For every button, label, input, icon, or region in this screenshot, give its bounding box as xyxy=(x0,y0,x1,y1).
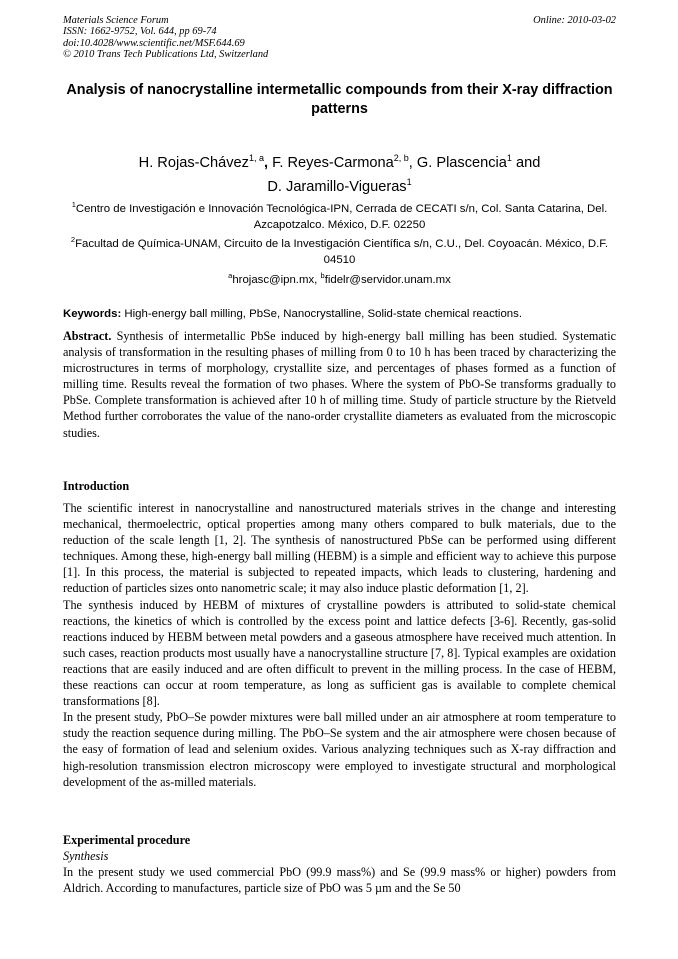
author-superscript: 1 xyxy=(506,153,512,163)
email-link[interactable]: hrojasc@ipn.mx xyxy=(232,274,315,286)
journal-issn: ISSN: 1662-9752, Vol. 644, pp 69-74 xyxy=(63,26,217,38)
subsection-heading-synthesis: Synthesis xyxy=(63,849,109,863)
affiliation xyxy=(63,236,616,268)
affiliation-superscript: 1 xyxy=(71,200,76,209)
introduction-body xyxy=(63,500,616,790)
paragraph: The synthesis induced by HEBM of mixtures of crystalline powders is attributed to solid-state chemical reactions, the kinetics of which is controlled by the excess point and lattice defects [3-6]. Recently, gas-solid reactions induced by HEBM between metal powders and a gaseous atmosphere have received much attention. In such cases, reaction products most usually have a nanocrystalline structure [7, 8]. Typical examples are oxidation reactions that are easily induced and are often difficult to prevent in the milling process. In the case of HEBM, these reactions can occur at room temperature, as long as sufficient gas is available to complete chemical transformations [8]. xyxy=(63,597,616,709)
abstract xyxy=(63,328,616,441)
author-name: F. Reyes-Carmona xyxy=(272,155,394,171)
author-name: D. Jaramillo-Vigueras xyxy=(267,179,407,195)
email-superscript: b xyxy=(320,271,325,280)
paper-title: Analysis of nanocrystalline intermetallic compounds from their X-ray diffraction patterns xyxy=(66,82,613,117)
synthesis-paragraph: In the present study we used commercial PbO (99.9 mass%) and Se (99.9 mass% or higher) powders from Aldrich. According to manufactures, particle size of PbO was 5 µm and the Se 50 xyxy=(63,865,616,896)
keywords-label: Keywords: xyxy=(63,308,122,320)
author-superscript: 1, a xyxy=(248,153,264,163)
affiliation-superscript: 2 xyxy=(70,235,76,244)
paragraph: In the present study, PbO–Se powder mixtures were ball milled under an air atmosphere at room temperature to study the reaction sequence during milling. The PbO–Se system and the air atmosphere were chosen because of the easy of formation of lead and selenium oxides. Various analyzing techniques such as X-ray diffraction and high-resolution transmission electron microscopy were employed to investigate structural and morphological development of the as-milled materials. xyxy=(63,710,616,789)
email-list: $^a$hrojasc@ipn.mx, $^b$fidelr@servidor.unam.mx xyxy=(228,271,451,286)
author-superscript: 1 xyxy=(406,177,412,187)
keywords xyxy=(63,306,616,322)
journal-copyright: © 2010 Trans Tech Publications Ltd, Switzerland xyxy=(63,49,269,61)
abstract-label: Abstract. xyxy=(63,329,112,343)
abstract-text: Synthesis of intermetallic PbSe induced by high-energy ball milling has been studied. Systematic analysis of transformation in the resulting phases of milling from 0 to 10 h has been traced by characterizing the microstructures in terms of morphology, crystallite size, and percentages of phases formed as a function of milling time. Results reveal the formation of two phases. Where the system of PbO-Se transforms gradually to PbSe. Complete transformation is achieved after 10 h of milling time. Study of particle structure by the Rietveld Method further corroborates the value of the nano-order crystallite diameters as evaluated from the microscopic studies. xyxy=(63,329,616,440)
author-name: G. Plascencia xyxy=(416,155,507,171)
affiliation xyxy=(63,201,616,233)
section-heading-experimental: Experimental procedure xyxy=(63,833,191,847)
author-name: H. Rojas-Chávez xyxy=(138,155,249,171)
section-heading-introduction: Introduction xyxy=(63,479,130,493)
affiliation-text: Facultad de Química-UNAM, Circuito de la Investigación Científica s/n, C.U., Del. Coyoacán. México, D.F. 04510 xyxy=(75,238,609,266)
journal-name: Materials Science Forum xyxy=(63,15,169,26)
journal-header xyxy=(63,15,616,61)
keywords-text: High-energy ball milling, PbSe, Nanocrystalline, Solid-state chemical reactions. xyxy=(121,308,522,320)
author-superscript: 2, b xyxy=(393,153,409,163)
affiliation-text: Centro de Investigación e Innovación Tecnológica-IPN, Cerrada de CECATI s/n, Col. Santa Catarina, Del. Azcapotzalco. México, D.F. 02250 xyxy=(75,203,608,231)
paragraph: The scientific interest in nanocrystalline and nanostructured materials strives in the change and interesting mechanical, thermoelectric, optical properties among many others compared to bulk materials, due to the reduction of the scale length [1, 2]. The synthesis of nanostructured PbSe can be performed using different techniques. Among these, high-energy ball milling (HEBM) is a simple and efficient way to achieve this purpose [1]. In this process, the material is subjected to repeated impacts, which leads to clustering, hardening and reduction of particles sizes onto nanometric scale; it may also induce plastic deformation [1, 2]. xyxy=(63,501,616,596)
email-link[interactable]: fidelr@servidor.unam.mx xyxy=(324,274,451,286)
journal-doi[interactable]: doi:10.4028/www.scientific.net/MSF.644.69 xyxy=(63,37,245,49)
email-superscript: a xyxy=(228,271,233,280)
online-date: Online: 2010-03-02 xyxy=(533,15,616,26)
author-list: H. Rojas-Chávez$^{1, a}$, F. Reyes-Carmona$^{2, b}$, G. Plascencia$^1$ and D. Jaramillo-Vigueras$^1$ xyxy=(138,153,541,195)
